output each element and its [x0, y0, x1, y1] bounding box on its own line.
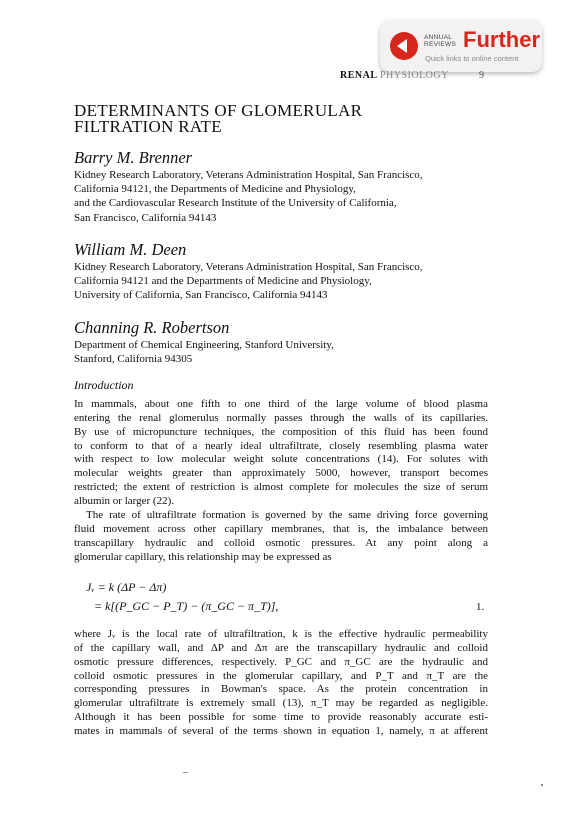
author-name: Barry M. Brenner	[74, 148, 193, 167]
author-name: William M. Deen	[74, 240, 187, 259]
paragraph: In mammals, about one fifth to one third of the large volume of blood plasma entering the renal glomerulus normally passes through the walls of its capillaries. By use of micropuncture techniques, the composition of this fluid has been found to conform to that of a nearly ideal ultrafiltrate, closely resembling plasma water with respect to low molecular weight solute concentrations (14). For solutes with molecular weights greater than approximately 5000, however, transport becomes restricted; the extent of restriction is almost complete for molecules the size of serum albumin or larger (22).	[74, 398, 488, 507]
equation-line: Jᵥ = k (ΔP − Δπ)	[86, 580, 167, 594]
further-subtitle: Quick links to online content	[425, 54, 519, 63]
further-label: Further	[463, 27, 540, 52]
author-affiliation: Kidney Research Laboratory, Veterans Administration Hospital, San Francisco, California 94121 and the Departments of Medicine and Physiology, University of California, San Francisco, California 94143	[74, 261, 423, 302]
section-heading: Introduction	[74, 378, 134, 392]
article-title: DETERMINANTS OF GLOMERULAR FILTRATION RATE	[74, 101, 363, 136]
equation-line: = k[(P_GC − P_T) − (π_GC − π_T)],	[94, 599, 279, 613]
annual-reviews-logo: ANNUAL REVIEWS	[424, 34, 457, 48]
author-name: Channing R. Robertson	[74, 318, 230, 337]
author-block	[74, 241, 514, 303]
further-arrow-icon	[390, 32, 418, 60]
running-head-journal: RENAL	[340, 70, 377, 81]
running-head-journal-faded: PHYSIOLOGY	[379, 70, 449, 81]
page-number: 9	[479, 70, 485, 81]
scan-mark	[183, 772, 188, 773]
author-affiliation: Department of Chemical Engineering, Stanford University, Stanford, California 94305	[74, 339, 334, 366]
author-block	[74, 319, 514, 366]
further-badge[interactable]	[380, 20, 542, 72]
paragraph: The rate of ultrafiltrate formation is governed by the same driving force governing fluid movement across other capillary membranes, that is, the imbalance between transcapillary hydraulic and colloid osmotic pressures. At any point along a glomerular capillary, this relationship may be expressed as	[74, 509, 488, 563]
author-block	[74, 149, 514, 225]
paragraph: where Jᵥ is the local rate of ultrafiltration, k is the effective hydraulic permeability of the capillary wall, and ΔP and Δπ are the transcapillary hydraulic and colloid osmotic pressure differences, respectively. P_GC and π_GC are the hydraulic and colloid osmotic pressures in the glomerular capillary, and P_T and π_T are the corresponding pressures in Bowman's space. As the protein concentration in glomerular ultrafiltrate is extremely small (13), π_T may be regarded as negligible. Although it has been possible for some time to provide reasonably accurate esti- mates in mammals of several of the terms shown in equation 1, namely, π at afferent	[74, 628, 488, 737]
equation-number: 1.	[476, 601, 485, 613]
author-affiliation: Kidney Research Laboratory, Veterans Administration Hospital, San Francisco, California 94121, the Departments of Medicine and Physiology, and the Cardiovascular Research Institute of the University of California, San Francisco, California 94143	[74, 169, 423, 224]
running-head	[340, 70, 485, 81]
scan-mark	[541, 784, 543, 786]
